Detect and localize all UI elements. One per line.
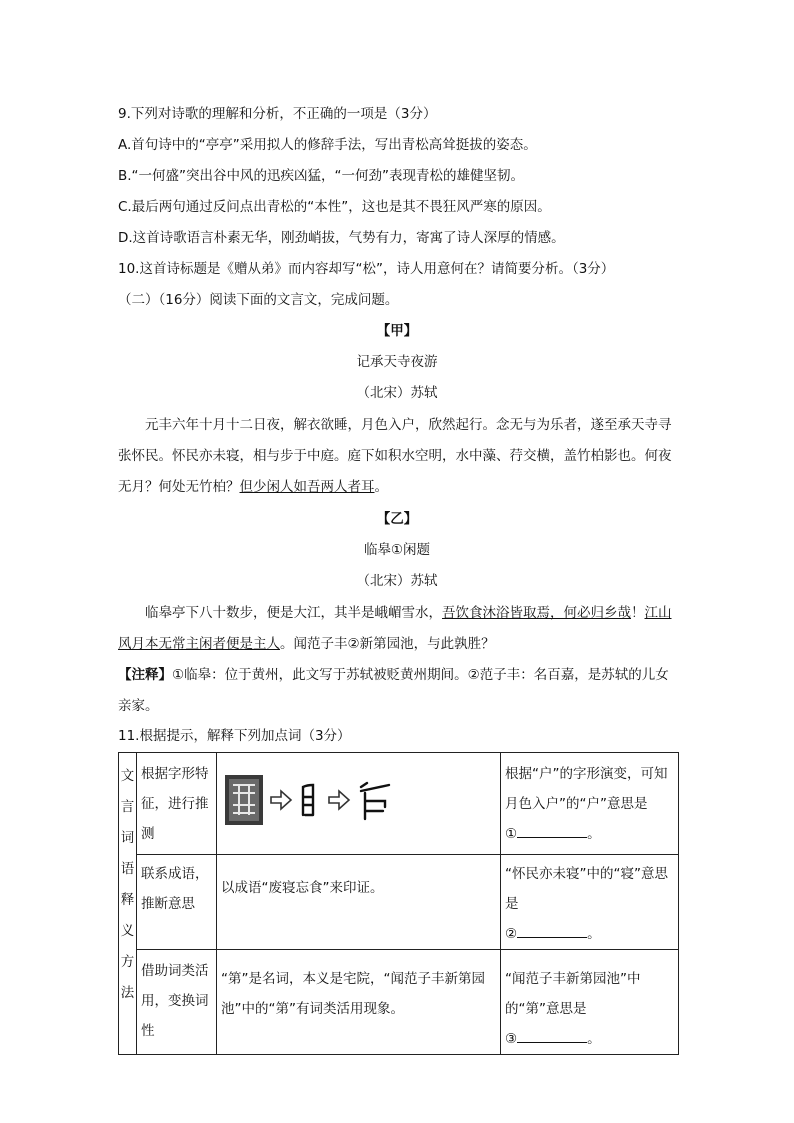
blank-end: 。: [587, 826, 601, 842]
side-char: 法: [120, 985, 135, 1001]
clue-text: “第”是名词，本义是宅院，“闻范子丰新第园池”中的“第”有词类活用现象。: [221, 971, 485, 1017]
question-cell: [501, 855, 679, 950]
clue-cell: [217, 950, 501, 1055]
method-text: 联系成语，推断意思: [141, 866, 209, 912]
blank-end: 。: [587, 926, 601, 942]
note: [118, 660, 678, 722]
section2-heading: （二）（16分）阅读下面的文言文，完成问题。: [118, 292, 399, 308]
side-label: [119, 753, 137, 1055]
question-text: 根据“户”的字形演变，可知月色入户”的“户”意思是: [505, 766, 668, 812]
table-row: [119, 950, 679, 1055]
question-cell: [501, 753, 679, 855]
side-char: 义: [120, 923, 135, 939]
jia-text: [118, 410, 678, 503]
note-label: 【注释】: [118, 667, 172, 683]
table-row: [119, 753, 679, 855]
yi-text-b: ！: [631, 605, 645, 621]
q9-option-b: B.“一何盛”突出谷中风的迅疾凶猛，“一何劲”表现青松的雄健坚韧。: [118, 168, 525, 184]
jia-text-main: 元丰六年十月十二日夜，解衣欲睡，月色入户，欣然起行。念无与为乐者，遂至承天寺寻张怀民。怀民亦未寝，相与步于中庭。庭下如积水空明，水中藻、荇交横，盖竹柏影也。何夜无月？何处无竹柏？: [118, 417, 672, 495]
arrow-right-icon: [329, 791, 349, 809]
note-text: ①临皋：位于黄州，此文写于苏轼被贬黄州期间。②范子丰：名百嘉，是苏轼的儿女亲家。: [118, 667, 669, 714]
jia-author: （北宋）苏轼: [356, 385, 438, 401]
yi-text-underlined-2: 江山风月本无常主闲者便是主人: [118, 605, 672, 652]
method-table: [118, 752, 679, 1055]
side-char: 言: [120, 799, 135, 815]
side-char: 语: [120, 861, 135, 877]
question-text: “怀民亦未寝”中的“寝”意思是: [505, 866, 668, 912]
glyph-evolution-cell: [217, 753, 501, 855]
jia-text-end: 。: [374, 479, 388, 495]
seal-glyph-image: [225, 775, 263, 825]
method-cell: [137, 855, 217, 950]
blank-number: ①: [505, 826, 518, 842]
yi-title: 临皋①闲题: [363, 542, 431, 558]
yi-text: [118, 598, 678, 660]
yi-text-underlined-1: 吾饮食沐浴皆取焉，何必归乡哉: [442, 605, 631, 621]
method-cell: [137, 753, 217, 855]
side-char: 文: [120, 768, 135, 784]
answer-line: [505, 819, 674, 849]
clue-cell: [217, 855, 501, 950]
clue-text: 以成语“废寝忘食”来印证。: [221, 880, 384, 896]
method-text: 借助词类活用，变换词性: [141, 963, 209, 1039]
yi-label: 【乙】: [376, 511, 418, 527]
arrow-right-icon: [271, 791, 291, 809]
yi-text-a: 临皋亭下八十数步，便是大江，其半是峨嵋雪水，: [145, 605, 442, 621]
answer-blank[interactable]: [517, 1028, 587, 1043]
regular-glyph-image: [361, 783, 389, 819]
jia-title: 记承天寺夜游: [356, 354, 438, 370]
side-char: 释: [120, 892, 135, 908]
yi-text-c: 。闻范子丰②新第园池，与此孰胜？: [280, 636, 495, 652]
yi-author: （北宋）苏轼: [356, 573, 438, 589]
answer-line: [505, 1024, 674, 1054]
q9-stem: 9.下列对诗歌的理解和分析，不正确的一项是（3分）: [118, 106, 437, 122]
blank-end: 。: [587, 1031, 601, 1047]
blank-number: ③: [505, 1031, 518, 1047]
answer-blank[interactable]: [517, 823, 587, 838]
method-text: 根据字形特征，进行推测: [141, 766, 209, 842]
table-row: [119, 855, 679, 950]
jia-text-underlined: 但少闲人如吾两人者耳: [239, 479, 375, 495]
q9-option-d: D.这首诗歌语言朴素无华，刚劲峭拔，气势有力，寄寓了诗人深厚的情感。: [118, 230, 565, 246]
method-cell: [137, 950, 217, 1055]
answer-line: [505, 919, 674, 949]
glyph-evolution-figure: [221, 753, 421, 843]
question-text: “闻范子丰新第园池”中的“第”意思是: [505, 971, 641, 1017]
side-char: 词: [120, 830, 135, 846]
question-cell: [501, 950, 679, 1055]
q11-stem: 11.根据提示，解释下列加点词（3分）: [118, 728, 351, 744]
q10-stem: 10.这首诗标题是《赠从弟》而内容却写“松”，诗人用意何在？请简要分析。（3分）: [118, 261, 615, 277]
bronze-glyph-image: [303, 785, 313, 815]
q9-option-a: A.首句诗中的“亭亭”采用拟人的修辞手法，写出青松高耸挺拔的姿态。: [118, 137, 537, 153]
side-char: 方: [120, 954, 135, 970]
answer-blank[interactable]: [517, 923, 587, 938]
blank-number: ②: [505, 926, 518, 942]
q9-option-c: C.最后两句通过反问点出青松的“本性”，这也是其不畏狂风严寒的原因。: [118, 199, 551, 215]
jia-label: 【甲】: [376, 323, 418, 339]
